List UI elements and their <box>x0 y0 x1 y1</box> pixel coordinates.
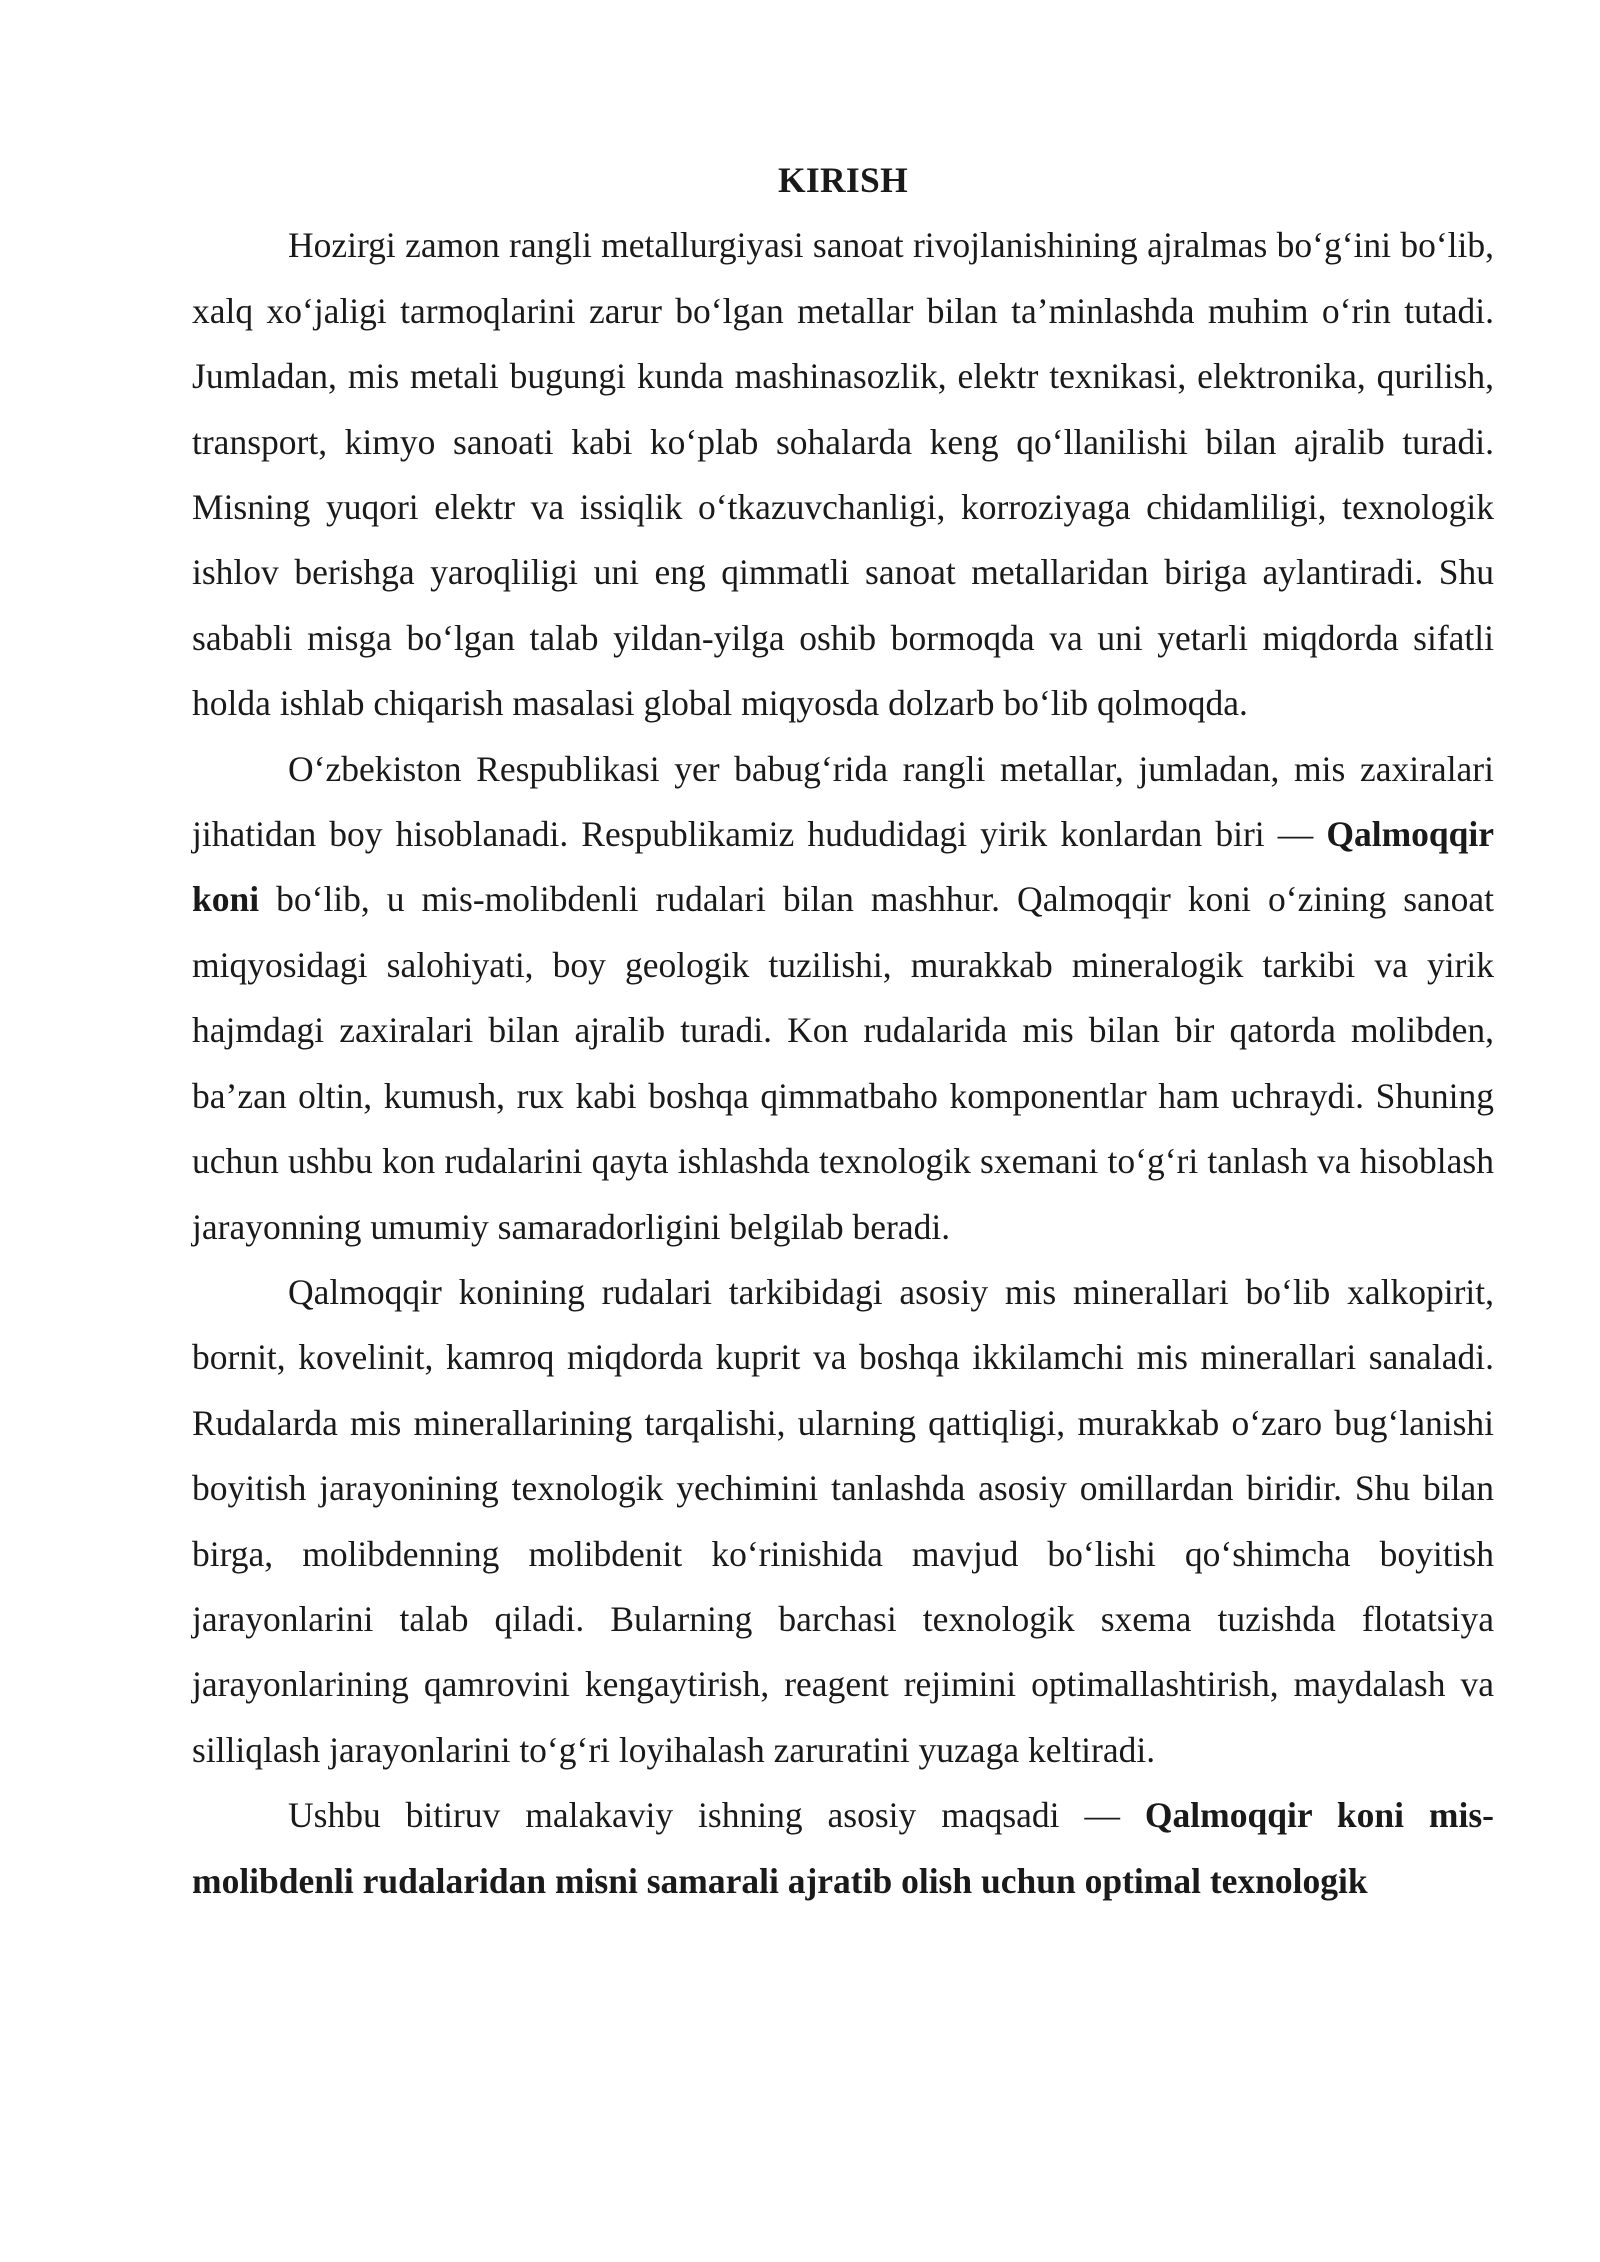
paragraph-4-bold-aim: Qalmoqqir koni mis-molibdenli rudalaridan misni samarali ajratib olish uchun optimal texnologik <box>192 1795 1494 1901</box>
paragraph-3: Qalmoqqir konining rudalari tarkibidagi asosiy mis minerallari bo‘lib xalkopirit, bornit, kovelinit, kamroq miqdorda kuprit va boshqa ikkilamchi mis minerallari sanaladi. Rudalarda mis minerallarining tarqalishi, ularning qattiqligi, murakkab o‘zaro bug‘lanishi boyitish jarayonining texnologik yechimini tanlashda asosiy omillardan biridir. Shu bilan birga, molibdenning molibdenit ko‘rinishida mavjud bo‘lishi qo‘shimcha boyitish jarayonlarini talab qiladi. Bularning barchasi texnologik sxema tuzishda flotatsiya jarayonlarining qamrovini kengaytirish, reagent rejimini optimallashtirish, maydalash va silliqlash jarayonlarini to‘g‘ri loyihalash zaruratini yuzaga keltiradi. <box>192 1271 1494 1770</box>
paragraph-2-bold-term: Qalmoqqir koni <box>192 814 1494 920</box>
paragraph-2-text-end: bo‘lib, u mis-molibdenli rudalari bilan mashhur. Qalmoqqir koni o‘zining sanoat miqyosidagi salohiyati, boy geologik tuzilishi, murakkab mineralogik tarkibi va yirik hajmdagi zaxiralari bilan ajralib turadi. Kon rudalarida mis bilan bir qatorda molibden, ba’zan oltin, kumush, rux kabi boshqa qimmatbaho komponentlar ham uchraydi. Shuning uchun ushbu kon rudalarini qayta ishlashda texnologik sxemani to‘g‘ri tanlash va hisoblash jarayonning umumiy samaradorligini belgilab beradi. <box>192 879 1494 1247</box>
paragraph-2-text-start: O‘zbekiston Respublikasi yer babug‘rida rangli metallar, jumladan, mis zaxiralari jihatidan boy hisoblanadi. Respublikamiz hududidagi yirik konlardan biri — <box>192 748 1494 855</box>
paragraph-2 <box>192 737 1494 1260</box>
paragraph-1: Hozirgi zamon rangli metallurgiyasi sanoat rivojlanishining ajralmas bo‘g‘ini bo‘lib, xalq xo‘jaligi tarmoqlarini zarur bo‘lgan metallar bilan ta’minlashda muhim o‘rin tutadi. Jumladan, mis metali bugungi kunda mashinasozlik, elektr texnikasi, elektronika, qurilish, transport, kimyo sanoati kabi ko‘plab sohalarda keng qo‘llanilishi bilan ajralib turadi. Misning yuqori elektr va issiqlik o‘tkazuvchanligi, korroziyaga chidamliligi, texnologik ishlov berishga yaroqliligi uni eng qimmatli sanoat metallaridan biriga aylantiradi. Shu sababli misga bo‘lgan talab yildan-yilga oshib bormoqda va uni yetarli miqdorda sifatli holda ishlab chiqarish masalasi global miqyosda dolzarb bo‘lib qolmoqda. <box>192 225 1494 724</box>
paragraph-4-text-start: Ushbu bitiruv malakaviy ishning asosiy maqsadi — <box>288 1795 1145 1836</box>
document-body <box>192 148 1494 1914</box>
section-title: KIRISH <box>777 160 909 200</box>
paragraph-4 <box>192 1783 1494 1914</box>
